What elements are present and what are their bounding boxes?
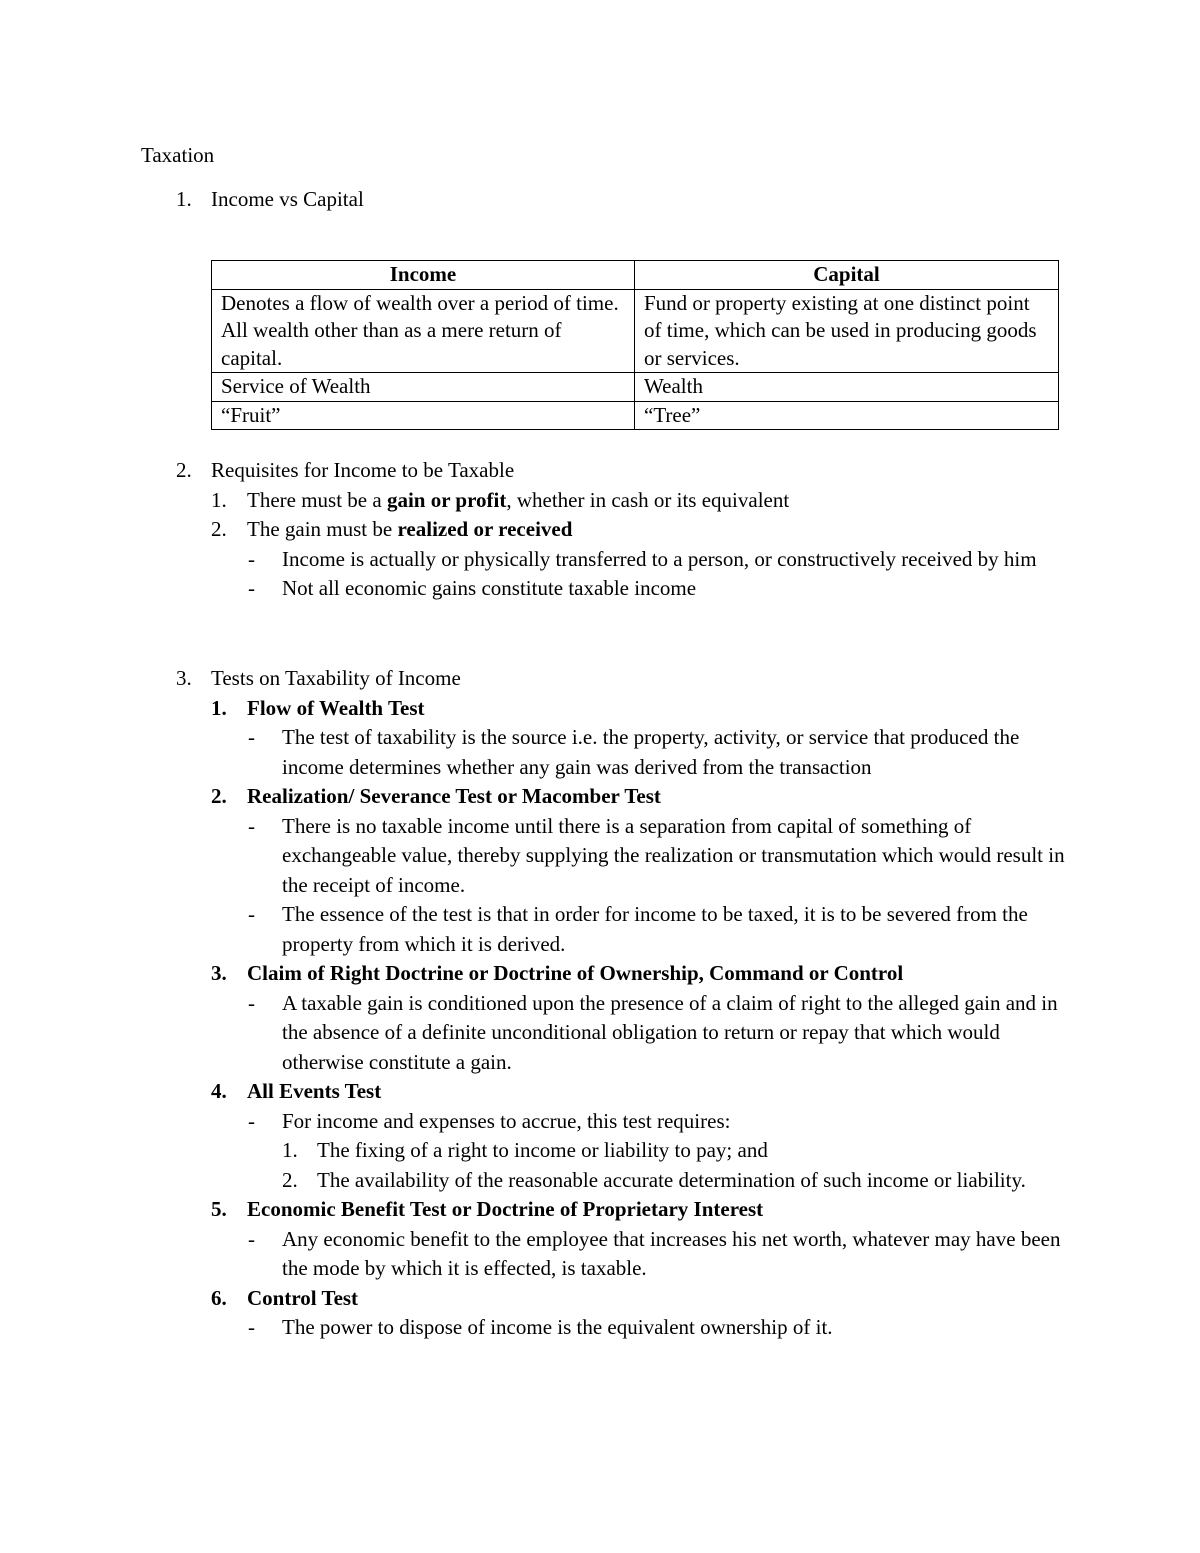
- item-emphasis: realized or received: [397, 517, 573, 541]
- dash-marker: -: [248, 990, 255, 1015]
- table-cell: Service of Wealth: [212, 373, 635, 402]
- test-heading: [176, 1195, 1066, 1225]
- test-name: Claim of Right Doctrine or Doctrine of Ownership, Command or Control: [247, 961, 904, 985]
- bullet-item: [176, 574, 1066, 604]
- sub-item-text: The fixing of a right to income or liability to pay; and: [317, 1138, 768, 1162]
- section-heading: Tests on Taxability of Income: [211, 666, 461, 690]
- test-name: Realization/ Severance Test or Macomber Test: [247, 784, 661, 808]
- bullet-text: The essence of the test is that in order for income to be taxed, it is to be severed from the property from which it is derived.: [282, 902, 1028, 956]
- test-number: 4.: [211, 1079, 227, 1103]
- test-name: Control Test: [247, 1285, 359, 1310]
- bullet-text: A taxable gain is conditioned upon the presence of a claim of right to the alleged gain and in the absence of a definite unconditional obligation to return or repay that which would otherwise constitute a gain.: [282, 990, 1058, 1074]
- table-row: [212, 289, 1059, 373]
- section-number: 2.: [176, 458, 192, 482]
- bullet-item: [176, 723, 1066, 782]
- bullet-item: [176, 989, 1066, 1078]
- bullet-item: [176, 1313, 1066, 1343]
- list-item: [176, 515, 1066, 545]
- section-number: 1.: [176, 187, 192, 211]
- table-cell: Fund or property existing at one distinct point of time, which can be used in producing goods or services.: [635, 289, 1059, 373]
- dash-marker: -: [248, 813, 255, 838]
- test-number: 3.: [211, 961, 227, 985]
- test-name: Economic Benefit Test or Doctrine of Proprietary Interest: [247, 1197, 764, 1221]
- bullet-item: [176, 545, 1066, 575]
- dash-marker: -: [248, 725, 255, 749]
- item-text: There must be a: [247, 487, 387, 512]
- section-number: 3.: [176, 666, 192, 690]
- dash-marker: -: [248, 576, 255, 600]
- test-heading: [176, 1077, 1066, 1107]
- test-name: Flow of Wealth Test: [247, 695, 425, 720]
- table-cell: “Fruit”: [212, 401, 635, 430]
- section-heading: Income vs Capital: [211, 187, 364, 211]
- item-text: , whether in cash or its equivalent: [506, 487, 790, 512]
- table-row: [212, 373, 1059, 402]
- income-capital-table: [211, 260, 1059, 430]
- bullet-text: The power to dispose of income is the equivalent ownership of it.: [282, 1315, 833, 1339]
- table-cell: Denotes a flow of wealth over a period of time. All wealth other than as a mere return of capital.: [212, 289, 635, 373]
- test-number: 6.: [211, 1285, 227, 1310]
- table-cell: “Tree”: [635, 401, 1059, 430]
- table-row: [212, 401, 1059, 430]
- bullet-item: [176, 1225, 1066, 1284]
- section-requisites: [176, 456, 1066, 604]
- section-heading: Requisites for Income to be Taxable: [211, 458, 515, 482]
- sub-item-text: The availability of the reasonable accurate determination of such income or liability.: [317, 1167, 1026, 1192]
- bullet-text: Not all economic gains constitute taxable income: [282, 576, 697, 600]
- section-heading-row: [176, 664, 1066, 694]
- list-item: [176, 486, 1066, 516]
- sub-list-item: [176, 1136, 1066, 1166]
- item-number: 1.: [211, 487, 227, 512]
- dash-marker: -: [248, 1108, 255, 1133]
- bullet-item: [176, 1107, 1066, 1137]
- table-header-cell: Income: [212, 261, 635, 290]
- test-heading: [176, 1284, 1066, 1314]
- dash-marker: -: [248, 902, 255, 926]
- bullet-text: Income is actually or physically transferred to a person, or constructively received by him: [282, 546, 1037, 571]
- dash-marker: -: [248, 1315, 255, 1339]
- test-name: All Events Test: [247, 1079, 382, 1103]
- bullet-text: Any economic benefit to the employee that increases his net worth, whatever may have been the mode by which it is effected, is taxable.: [282, 1226, 1061, 1280]
- section-tests: [176, 664, 1066, 1343]
- test-heading: [176, 959, 1066, 989]
- table-cell: Wealth: [635, 373, 1059, 402]
- test-number: 5.: [211, 1197, 227, 1221]
- item-number: 2.: [211, 517, 227, 541]
- section-income-vs-capital: [176, 185, 1056, 215]
- test-number: 1.: [211, 695, 227, 720]
- item-text: The gain must be: [247, 517, 398, 541]
- test-heading: [176, 782, 1066, 812]
- item-emphasis: gain or profit: [386, 487, 507, 512]
- test-heading: [176, 694, 1066, 724]
- bullet-item: [176, 900, 1066, 959]
- sub-item-number: 1.: [282, 1138, 298, 1162]
- sub-item-number: 2.: [282, 1167, 298, 1192]
- test-number: 2.: [211, 784, 227, 808]
- document-title: Taxation: [141, 143, 215, 167]
- table-header-row: [212, 261, 1059, 290]
- dash-marker: -: [248, 546, 255, 571]
- table-header-cell: Capital: [635, 261, 1059, 290]
- sub-list-item: [176, 1166, 1066, 1196]
- bullet-text: There is no taxable income until there is a separation from capital of something of exchangeable value, thereby supplying the realization or transmutation which would result in the receipt of income.: [282, 813, 1065, 897]
- section-heading-row: [176, 456, 1066, 486]
- dash-marker: -: [248, 1226, 255, 1251]
- bullet-text: For income and expenses to accrue, this test requires:: [282, 1108, 731, 1133]
- bullet-text: The test of taxability is the source i.e. the property, activity, or service that produced the income determines whether any gain was derived from the transaction: [282, 725, 1020, 779]
- bullet-item: [176, 812, 1066, 901]
